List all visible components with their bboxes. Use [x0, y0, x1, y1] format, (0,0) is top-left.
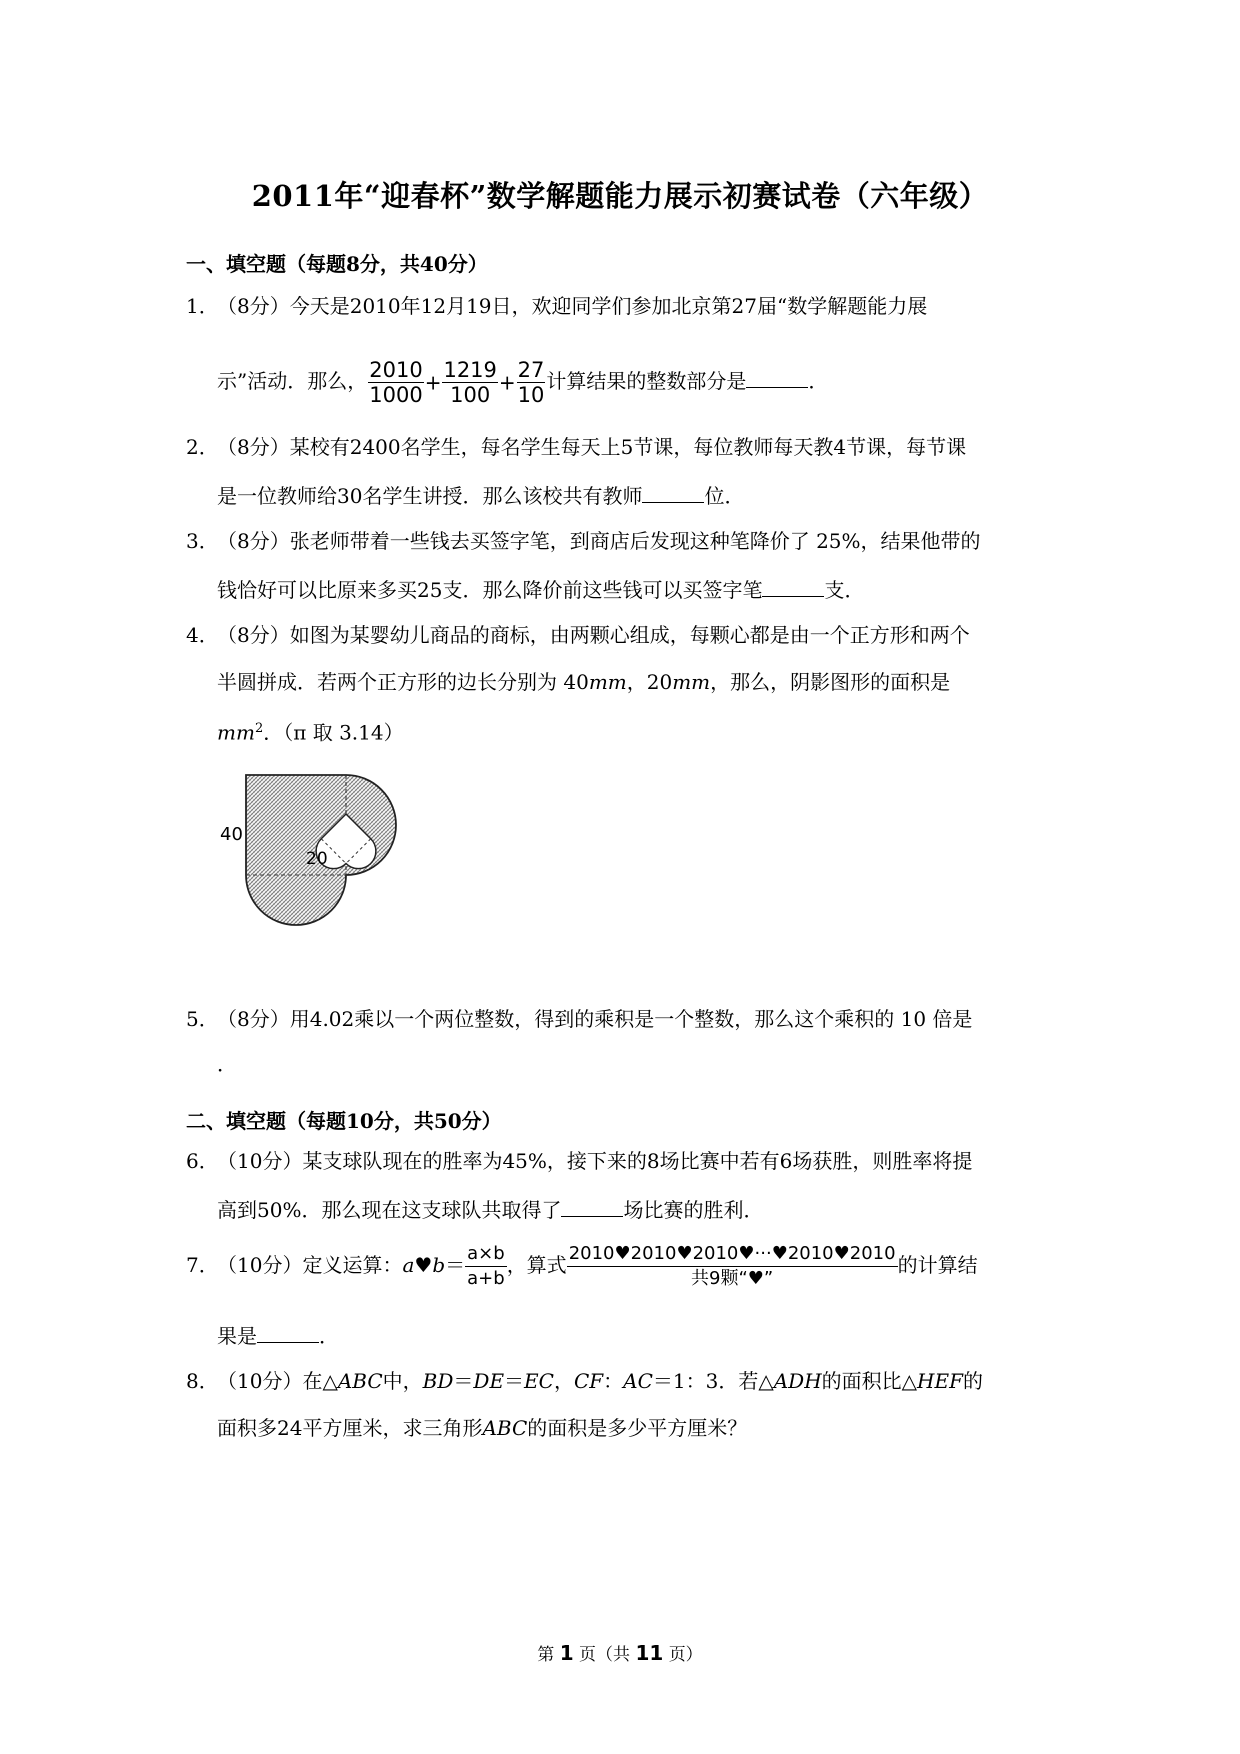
- operation-definition-fraction: $\frac{a\times b}{a+b}$: [467, 1243, 505, 1289]
- question-7-line-2: 果是 ．: [217, 1320, 1057, 1350]
- answer-blank-2[interactable]: [642, 480, 704, 503]
- page-footer: 第 1 页（共 11 页）: [537, 1641, 703, 1665]
- question-6: 6．（10分）某支球队现在的胜率为45%，接下来的8场比赛中若有6场获胜，则胜率将提: [186, 1149, 973, 1173]
- question-4: 4．（8分）如图为某婴幼儿商品的商标，由两颗心组成，每颗心都是由一个正方形和两个: [186, 623, 970, 647]
- fraction-2: $\frac{1219}{100}$: [443, 358, 497, 407]
- question-3: 3．（8分）张老师带着一些钱去买签字笔，到商店后发现这种笔降价了 25%，结果他带的: [186, 529, 981, 553]
- question-3-line-2: 钱恰好可以比原来多买25支．那么降价前这些钱可以买签字笔 支．: [217, 574, 1057, 604]
- page-title: 2011年“迎春杯”数学解题能力展示初赛试卷（六年级）: [251, 179, 989, 213]
- answer-blank-7[interactable]: [257, 1320, 319, 1343]
- label-40: 40: [220, 824, 243, 845]
- heart-logo-figure: [216, 770, 436, 970]
- section-1-heading: 一、填空题（每题8分，共40分）: [186, 252, 488, 276]
- answer-blank-6[interactable]: [561, 1194, 623, 1217]
- question-5-line-2: ．: [217, 1052, 237, 1076]
- question-8: 8．（10分）在△ABC中，BD＝DE＝EC，CF：AC＝1：3．若△ADH的面积比△HEF的: [186, 1369, 983, 1393]
- question-5: 5．（8分）用4.02乘以一个两位整数，得到的乘积是一个整数，那么这个乘积的 10 倍是: [186, 1007, 973, 1031]
- question-4-line-2: 半圆拼成．若两个正方形的边长分别为 40mm，20mm，那么，阴影图形的面积是: [217, 670, 951, 694]
- question-1: 1．（8分）今天是2010年12月19日，欢迎同学们参加北京第27届“数学解题能力展: [186, 294, 928, 318]
- question-8-line-2: 面积多24平方厘米，求三角形ABC的面积是多少平方厘米？: [217, 1416, 748, 1440]
- question-7: 7．（10分）定义运算：a♥b＝ $\frac{a\times b}{a+b}$ ，算式 $\frac{2010♥2010♥2010♥\cdot\cdot\cdot♥2010♥2010}{\text{共9颗“♥”}}$ 的计算结: [186, 1243, 978, 1289]
- question-2: 2．（8分）某校有2400名学生，每名学生每天上5节课，每位教师每天教4节课，每节课: [186, 435, 967, 459]
- question-1-expression: 示”活动．那么， $\frac{2010}{1000}$ + $\frac{1219}{100}$ + $\frac{27}{10}$ 计算结果的整数部分是 ．: [217, 358, 829, 407]
- heart-logo-diagram: [216, 770, 436, 970]
- page-number: 1: [559, 1641, 574, 1665]
- fraction-3: $\frac{27}{10}$: [517, 358, 545, 407]
- label-20: 20: [306, 849, 328, 869]
- expression-fraction: $\frac{2010♥2010♥2010♥\cdot\cdot\cdot♥2010♥2010}{\text{共9颗“♥”}}$: [568, 1243, 896, 1289]
- question-6-line-2: 高到50%．那么现在这支球队共取得了 场比赛的胜利．: [217, 1194, 1057, 1224]
- section-2-heading: 二、填空题（每题10分，共50分）: [186, 1109, 502, 1133]
- answer-blank-1[interactable]: [746, 365, 808, 388]
- question-4-line-3: $mm^2$．（π 取 3.14）: [217, 720, 404, 745]
- question-2-line-2: 是一位教师给30名学生讲授．那么该校共有教师 位．: [217, 480, 1057, 510]
- fraction-1: $\frac{2010}{1000}$: [369, 358, 423, 407]
- answer-blank-3[interactable]: [762, 574, 824, 597]
- total-pages: 11: [635, 1641, 664, 1665]
